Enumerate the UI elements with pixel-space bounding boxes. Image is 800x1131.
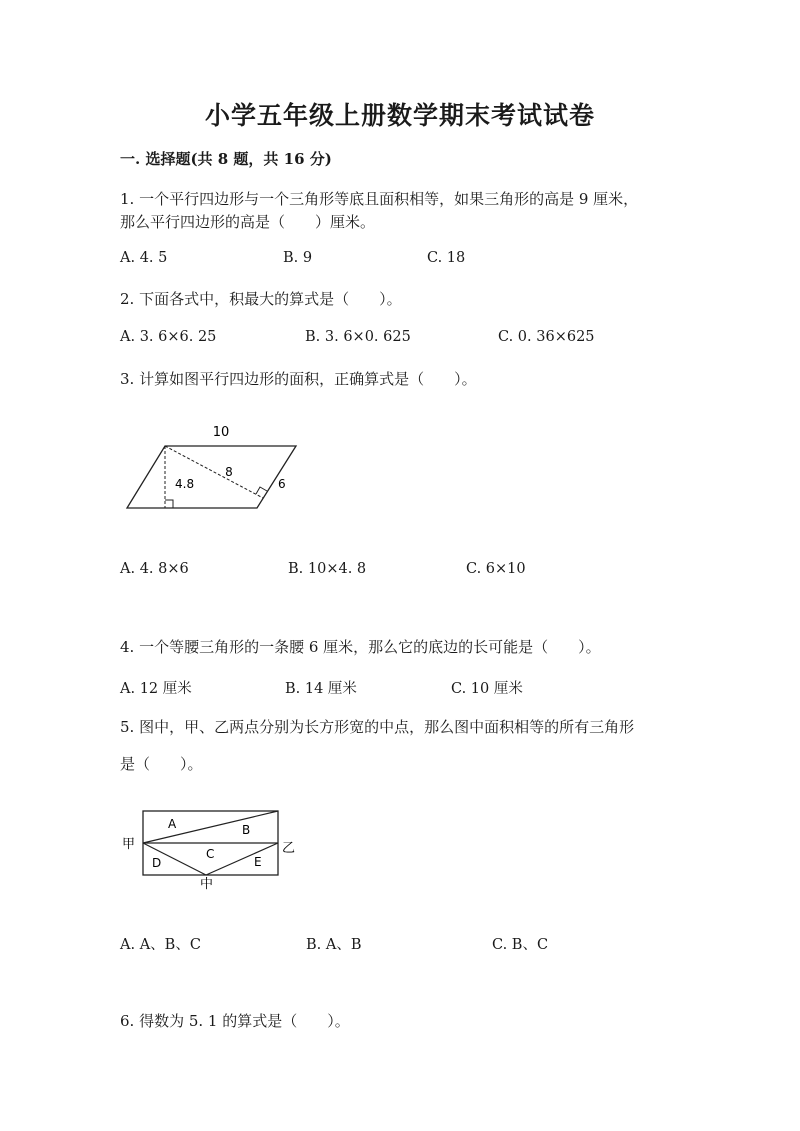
- question-3-option-b[interactable]: B. 10×4. 8: [288, 561, 367, 577]
- question-1-option-a[interactable]: A. 4. 5: [120, 250, 168, 266]
- question-4-option-a[interactable]: A. 12 厘米: [120, 681, 192, 697]
- diagonal-line: [143, 811, 278, 843]
- question-5-line-1: 5. 图中，甲、乙两点分别为长方形宽的中点，那么图中面积相等的所有三角形: [120, 718, 635, 736]
- triangle-label-a: A: [168, 817, 177, 831]
- question-3-line-1: 3. 计算如图平行四边形的面积，正确算式是（ ）。: [120, 370, 477, 388]
- question-3-option-a[interactable]: A. 4. 8×6: [120, 561, 189, 577]
- right-angle-mark-base: [165, 500, 173, 508]
- question-6-line-1: 6. 得数为 5. 1 的算式是（ ）。: [120, 1012, 350, 1030]
- parallelogram-figure: [120, 418, 310, 518]
- triangle-label-c: C: [206, 847, 215, 861]
- point-label-zhong: 中: [200, 877, 214, 892]
- point-label-jia: 甲: [122, 837, 136, 852]
- question-4-option-c[interactable]: C. 10 厘米: [451, 681, 523, 697]
- page-title: 小学五年级上册数学期末考试试卷: [204, 101, 595, 130]
- question-5-line-2: 是（ ）。: [120, 755, 203, 773]
- question-5-option-b[interactable]: B. A、B: [306, 937, 362, 953]
- question-2-option-c[interactable]: C. 0. 36×625: [498, 329, 595, 345]
- question-4-line-1: 4. 一个等腰三角形的一条腰 6 厘米，那么它的底边的长可能是（ ）。: [120, 638, 601, 656]
- section-heading: 一. 选择题(共 8 题，共 16 分): [120, 150, 332, 168]
- label-side-6: 6: [278, 477, 286, 491]
- label-base-10: 10: [212, 425, 230, 440]
- question-2-option-a[interactable]: A. 3. 6×6. 25: [120, 329, 217, 345]
- question-1-option-b[interactable]: B. 9: [283, 250, 313, 266]
- question-1-line-2: 那么平行四边形的高是（ ）厘米。: [120, 213, 376, 231]
- label-height-8: 8: [225, 465, 233, 479]
- question-1-line-1: 1. 一个平行四边形与一个三角形等底且面积相等，如果三角形的高是 9 厘米，: [120, 190, 639, 208]
- point-label-yi: 乙: [282, 841, 296, 856]
- rectangle-triangles-figure: [118, 806, 303, 892]
- right-angle-mark-side: [256, 487, 267, 494]
- triangle-label-b: B: [242, 823, 251, 837]
- question-4-option-b[interactable]: B. 14 厘米: [285, 681, 357, 697]
- parallelogram-shape: [127, 446, 296, 508]
- question-5-option-a[interactable]: A. A、B、C: [120, 937, 201, 953]
- question-2-line-1: 2. 下面各式中，积最大的算式是（ ）。: [120, 290, 402, 308]
- label-height-4-8: 4.8: [175, 477, 195, 491]
- triangle-label-e: E: [254, 855, 262, 869]
- triangle-label-d: D: [152, 856, 162, 870]
- question-2-option-b[interactable]: B. 3. 6×0. 625: [305, 329, 411, 345]
- question-1-option-c[interactable]: C. 18: [427, 250, 466, 266]
- right-slant-line: [206, 843, 278, 875]
- question-5-option-c[interactable]: C. B、C: [492, 937, 549, 953]
- question-3-option-c[interactable]: C. 6×10: [466, 561, 526, 577]
